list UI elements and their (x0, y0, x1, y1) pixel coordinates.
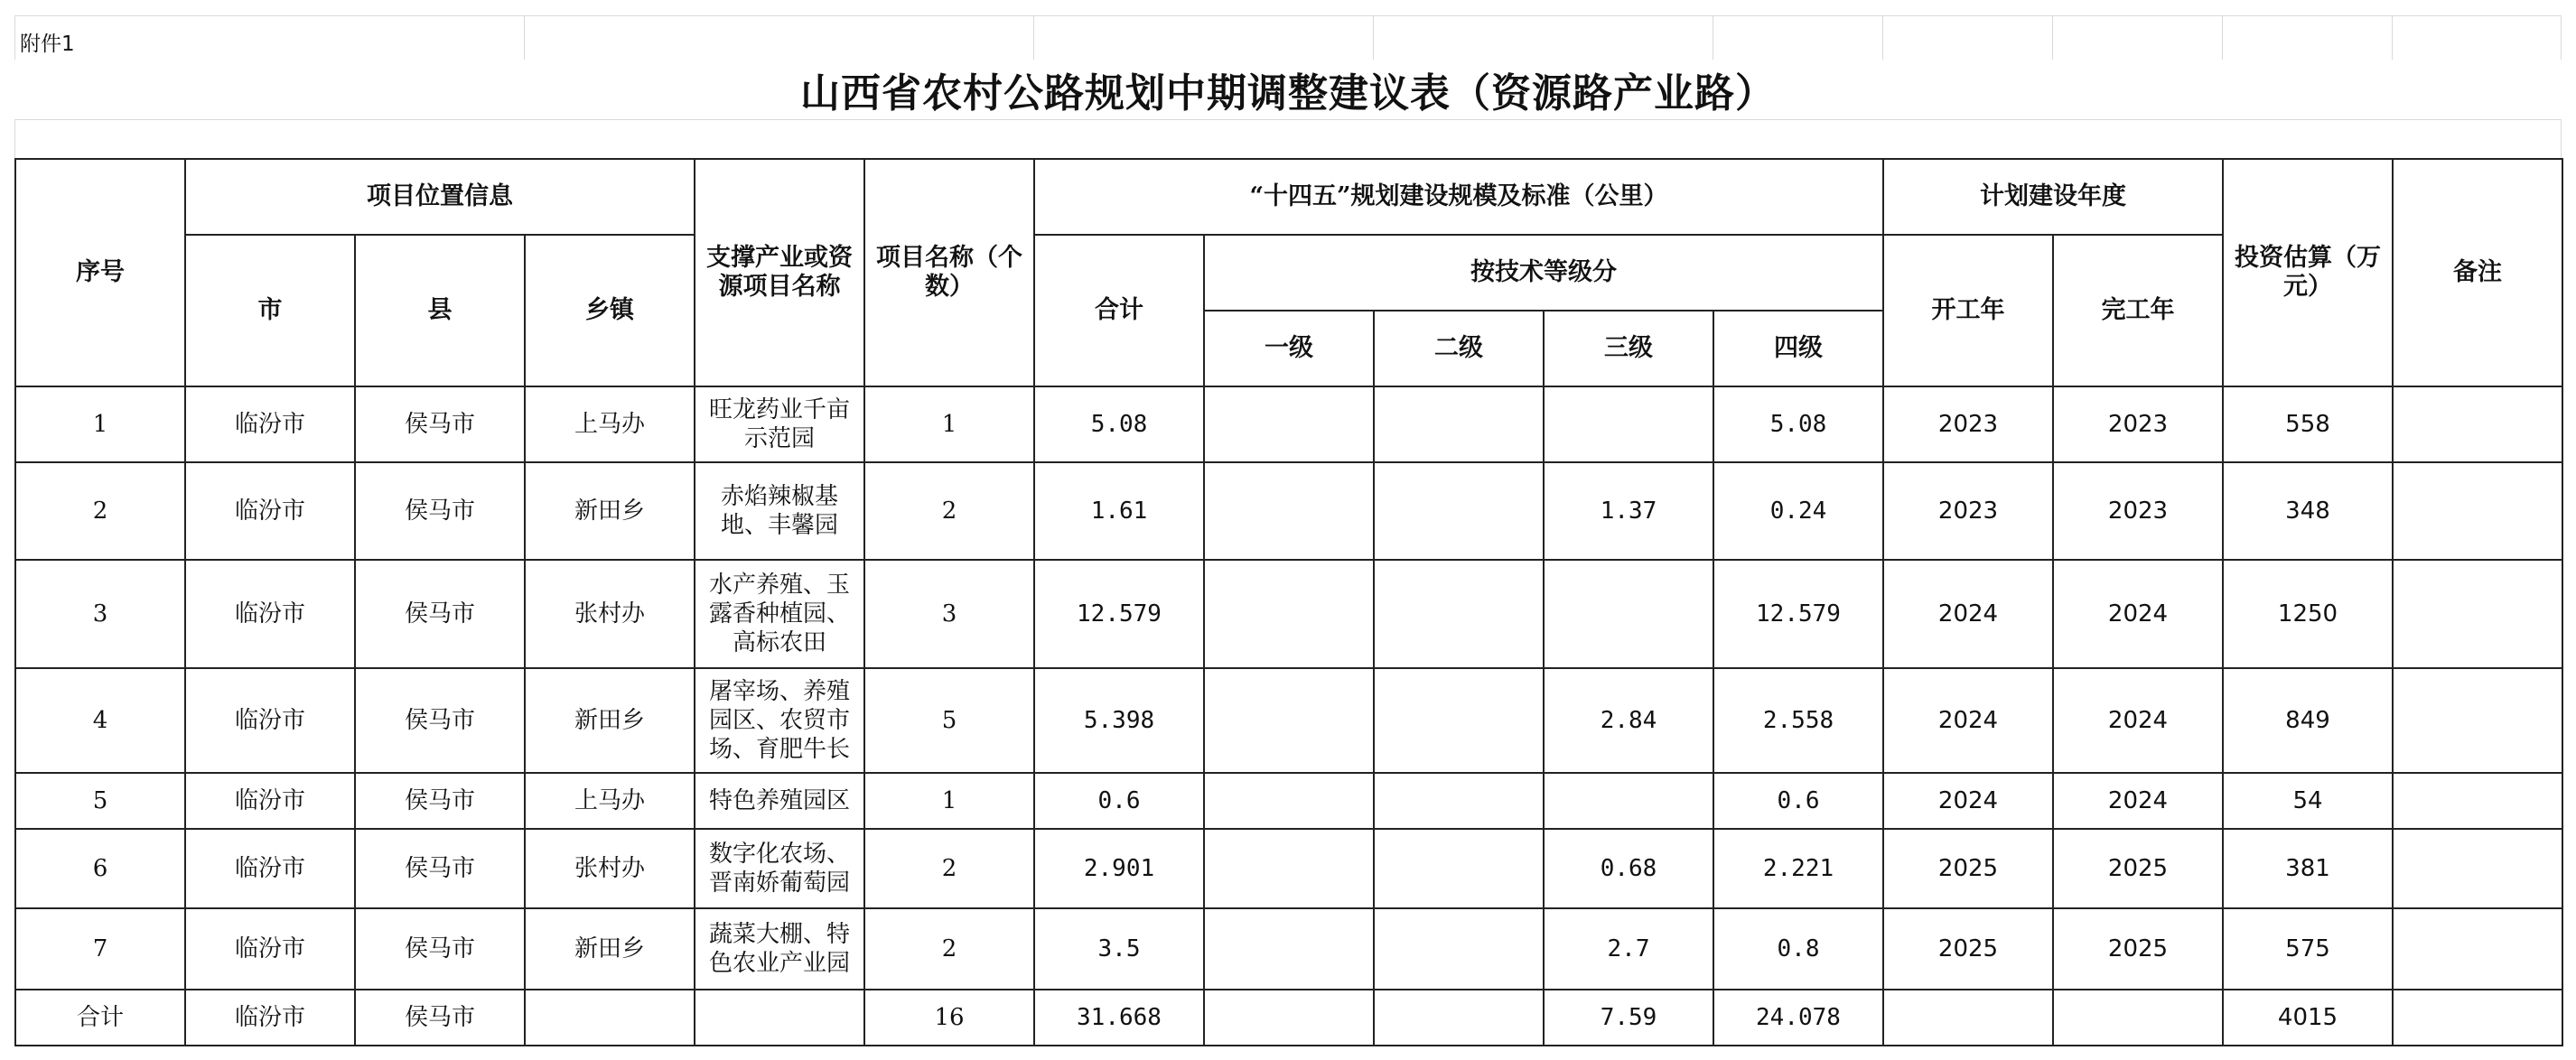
header-grade4: 四级 (1713, 311, 1883, 386)
header-year-group: 计划建设年度 (1883, 159, 2223, 235)
cell-grade4: 2.558 (1713, 668, 1883, 773)
cell-start-year (1883, 990, 2053, 1046)
cell-seq: 5 (15, 773, 185, 829)
cell-county: 侯马市 (355, 829, 525, 908)
cell-total: 0.6 (1034, 773, 1204, 829)
cell-county: 侯马市 (355, 386, 525, 462)
cell-investment: 849 (2223, 668, 2393, 773)
summary-row (15, 990, 2562, 1046)
plan-table (14, 158, 2563, 1046)
table-row (15, 668, 2562, 773)
cell-count: 1 (864, 386, 1034, 462)
table-row (15, 386, 2562, 462)
table-row (15, 773, 2562, 829)
cell-remark (2393, 668, 2562, 773)
cell-seq: 6 (15, 829, 185, 908)
cell-start-year: 2025 (1883, 829, 2053, 908)
cell-grade1 (1204, 560, 1374, 668)
cell-count: 2 (864, 829, 1034, 908)
gridline (14, 15, 2562, 16)
header-seq: 序号 (15, 159, 185, 386)
cell-end-year: 2025 (2053, 829, 2223, 908)
cell-remark (2393, 462, 2562, 560)
cell-end-year: 2024 (2053, 668, 2223, 773)
gridline (2052, 15, 2053, 60)
table-row (15, 908, 2562, 990)
cell-total: 31.668 (1034, 990, 1204, 1046)
header-industry: 支撑产业或资源项目名称 (695, 159, 864, 386)
cell-industry (695, 990, 864, 1046)
cell-investment: 4015 (2223, 990, 2393, 1046)
gridline (14, 119, 2562, 120)
header-county: 县 (355, 235, 525, 386)
header-grade1: 一级 (1204, 311, 1374, 386)
cell-grade2 (1374, 829, 1544, 908)
cell-grade2 (1374, 386, 1544, 462)
header-town: 乡镇 (525, 235, 695, 386)
header-remarks: 备注 (2393, 159, 2562, 386)
cell-grade1 (1204, 773, 1374, 829)
cell-remark (2393, 560, 2562, 668)
cell-total: 1.61 (1034, 462, 1204, 560)
cell-investment: 1250 (2223, 560, 2393, 668)
cell-grade4: 0.8 (1713, 908, 1883, 990)
cell-count: 1 (864, 773, 1034, 829)
cell-remark (2393, 773, 2562, 829)
cell-count: 16 (864, 990, 1034, 1046)
cell-industry: 水产养殖、玉露香种植园、高标农田 (695, 560, 864, 668)
cell-total: 2.901 (1034, 829, 1204, 908)
cell-county: 侯马市 (355, 668, 525, 773)
cell-total: 5.398 (1034, 668, 1204, 773)
attachment-label: 附件1 (20, 33, 75, 56)
cell-remark (2393, 990, 2562, 1046)
cell-grade1 (1204, 386, 1374, 462)
cell-town: 新田乡 (525, 462, 695, 560)
cell-grade4: 0.6 (1713, 773, 1883, 829)
cell-grade3 (1544, 386, 1713, 462)
header-plan-group: “十四五”规划建设规模及标准（公里） (1034, 159, 1883, 235)
cell-town: 上马办 (525, 386, 695, 462)
cell-city: 临汾市 (185, 462, 355, 560)
cell-city: 临汾市 (185, 386, 355, 462)
cell-seq: 1 (15, 386, 185, 462)
cell-start-year: 2024 (1883, 560, 2053, 668)
cell-count: 2 (864, 462, 1034, 560)
cell-industry: 数字化农场、晋南娇葡萄园 (695, 829, 864, 908)
cell-investment: 575 (2223, 908, 2393, 990)
cell-industry: 旺龙药业千亩示范园 (695, 386, 864, 462)
cell-industry: 蔬菜大棚、特色农业产业园 (695, 908, 864, 990)
table-header (15, 159, 2562, 386)
cell-grade4: 24.078 (1713, 990, 1883, 1046)
cell-seq: 3 (15, 560, 185, 668)
cell-grade2 (1374, 560, 1544, 668)
gridline (1882, 15, 1883, 60)
cell-city: 临汾市 (185, 829, 355, 908)
header-city: 市 (185, 235, 355, 386)
cell-end-year (2053, 990, 2223, 1046)
cell-end-year: 2024 (2053, 560, 2223, 668)
cell-grade3: 1.37 (1544, 462, 1713, 560)
cell-grade1 (1204, 668, 1374, 773)
header-total: 合计 (1034, 235, 1204, 386)
cell-grade4: 5.08 (1713, 386, 1883, 462)
gridline (2392, 15, 2393, 60)
cell-grade1 (1204, 829, 1374, 908)
cell-grade2 (1374, 990, 1544, 1046)
cell-start-year: 2023 (1883, 386, 2053, 462)
cell-investment: 381 (2223, 829, 2393, 908)
cell-total: 5.08 (1034, 386, 1204, 462)
cell-start-year: 2024 (1883, 773, 2053, 829)
gridline (1033, 15, 1034, 60)
cell-grade1 (1204, 462, 1374, 560)
cell-city: 临汾市 (185, 560, 355, 668)
cell-town: 新田乡 (525, 668, 695, 773)
cell-county: 侯马市 (355, 908, 525, 990)
table-row (15, 829, 2562, 908)
cell-grade2 (1374, 462, 1544, 560)
cell-grade3: 7.59 (1544, 990, 1713, 1046)
gridline (2222, 15, 2223, 60)
cell-town (525, 990, 695, 1046)
cell-end-year: 2025 (2053, 908, 2223, 990)
cell-grade2 (1374, 908, 1544, 990)
table-body (15, 386, 2562, 1046)
cell-count: 2 (864, 908, 1034, 990)
cell-grade3: 2.7 (1544, 908, 1713, 990)
cell-industry: 特色养殖园区 (695, 773, 864, 829)
cell-county: 侯马市 (355, 773, 525, 829)
table-row (15, 462, 2562, 560)
cell-grade4: 0.24 (1713, 462, 1883, 560)
cell-grade3: 0.68 (1544, 829, 1713, 908)
cell-start-year: 2024 (1883, 668, 2053, 773)
cell-seq: 2 (15, 462, 185, 560)
header-end-year: 完工年 (2053, 235, 2223, 386)
cell-end-year: 2023 (2053, 386, 2223, 462)
cell-city: 临汾市 (185, 908, 355, 990)
cell-industry: 屠宰场、养殖园区、农贸市场、育肥牛长 (695, 668, 864, 773)
cell-investment: 348 (2223, 462, 2393, 560)
page-title: 山西省农村公路规划中期调整建议表（资源路产业路） (800, 70, 1776, 116)
header-grade3: 三级 (1544, 311, 1713, 386)
cell-end-year: 2024 (2053, 773, 2223, 829)
cell-town: 张村办 (525, 560, 695, 668)
cell-count: 5 (864, 668, 1034, 773)
cell-grade1 (1204, 908, 1374, 990)
cell-end-year: 2023 (2053, 462, 2223, 560)
cell-county: 侯马市 (355, 560, 525, 668)
cell-remark (2393, 908, 2562, 990)
cell-remark (2393, 829, 2562, 908)
cell-county: 侯马市 (355, 990, 525, 1046)
cell-grade4: 2.221 (1713, 829, 1883, 908)
cell-seq: 7 (15, 908, 185, 990)
table-row (15, 560, 2562, 668)
cell-grade3 (1544, 560, 1713, 668)
cell-total: 3.5 (1034, 908, 1204, 990)
cell-remark (2393, 386, 2562, 462)
title-band (14, 60, 2562, 119)
cell-count: 3 (864, 560, 1034, 668)
cell-county: 侯马市 (355, 462, 525, 560)
header-location-group: 项目位置信息 (185, 159, 695, 235)
cell-grade3 (1544, 773, 1713, 829)
cell-grade4: 12.579 (1713, 560, 1883, 668)
cell-grade3: 2.84 (1544, 668, 1713, 773)
cell-city: 临汾市 (185, 668, 355, 773)
cell-investment: 54 (2223, 773, 2393, 829)
cell-town: 张村办 (525, 829, 695, 908)
cell-town: 上马办 (525, 773, 695, 829)
header-investment: 投资估算（万元） (2223, 159, 2393, 386)
cell-seq: 4 (15, 668, 185, 773)
cell-grade2 (1374, 668, 1544, 773)
cell-town: 新田乡 (525, 908, 695, 990)
cell-grade2 (1374, 773, 1544, 829)
gridline (524, 15, 525, 60)
cell-grade1 (1204, 990, 1374, 1046)
header-grade2: 二级 (1374, 311, 1544, 386)
cell-total: 12.579 (1034, 560, 1204, 668)
header-start-year: 开工年 (1883, 235, 2053, 386)
header-by-grade: 按技术等级分 (1204, 235, 1883, 311)
cell-start-year: 2023 (1883, 462, 2053, 560)
gridline (1373, 15, 1374, 60)
cell-investment: 558 (2223, 386, 2393, 462)
cell-industry: 赤焰辣椒基地、丰馨园 (695, 462, 864, 560)
cell-seq: 合计 (15, 990, 185, 1046)
cell-city: 临汾市 (185, 773, 355, 829)
header-project-count: 项目名称（个数） (864, 159, 1034, 386)
cell-city: 临汾市 (185, 990, 355, 1046)
cell-start-year: 2025 (1883, 908, 2053, 990)
